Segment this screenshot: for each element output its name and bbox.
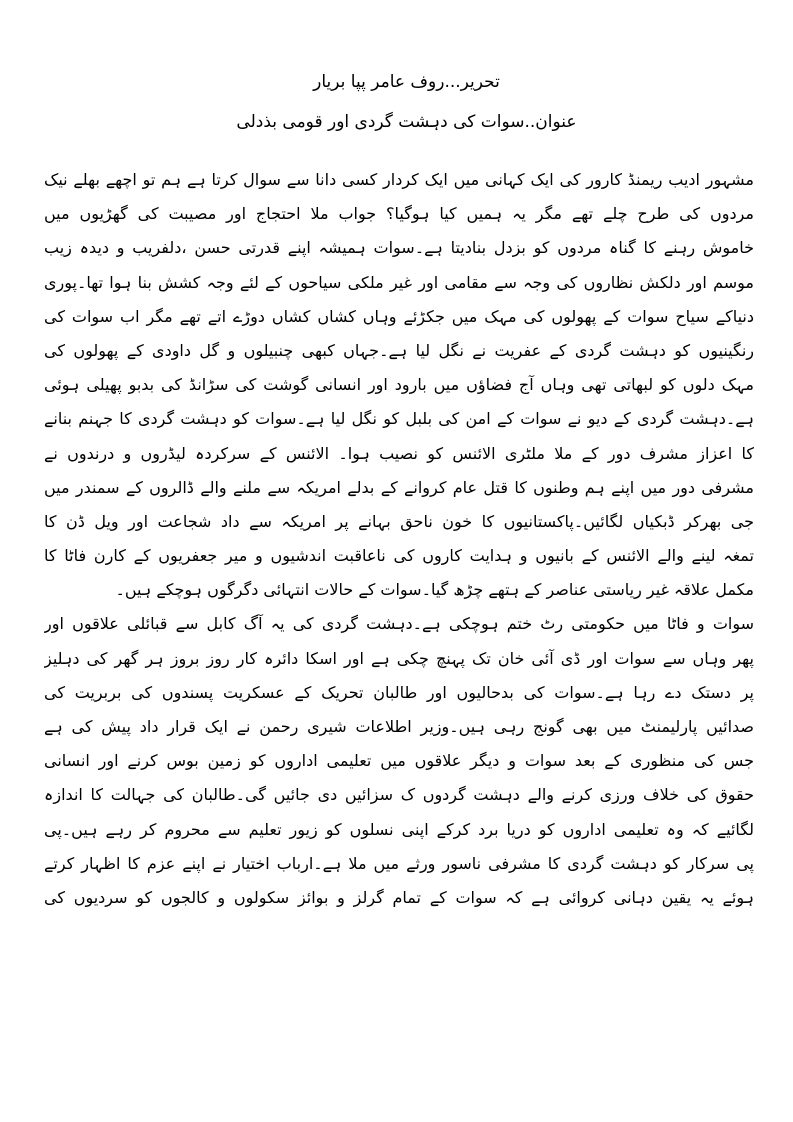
text-line: سوات و فاٹا میں حکومتی رٹ ختم ہوچکی ہے۔دہشت گردی کی یہ آگ کابل سے قبائلی علاقوں اور xyxy=(44,614,754,634)
text-line: جی بھرکر ڈبکیاں لگائیں۔پاکستانیوں کا خون ناحق بہانے پر امریکہ سے داد شجاعت اور ویل ڈن کا xyxy=(44,511,754,531)
text-line: مشرفی دور میں اپنے ہم وطنوں کا قتل عام کروانے کے بدلے امریکہ سے ملنے والے ڈالروں کے سمندر میں xyxy=(44,477,754,497)
text-line: پر دستک دے رہا ہے۔سوات کی بدحالیوں اور طالبان تحریک کے عسکریت پسندوں کی بربریت کی xyxy=(44,682,754,702)
text-line: جس کی منظوری کے بعد سوات و دیگر علاقوں میں تعلیمی اداروں کو زمین بوس کرنے اور انسانی xyxy=(44,751,754,771)
text-line: ہوئے یہ یقین دہانی کروائی ہے کہ سوات کے تمام گرلز و بوائز سکولوں و کالجوں کو سردیوں کی xyxy=(44,887,754,907)
text-line: کا اعزاز مشرف دور کے ملا ملٹری الائنس کو نصیب ہوا۔ الائنس کے سرکردہ لیڈروں و درندوں نے xyxy=(44,443,754,463)
title-line: عنوان..سوات کی دہشت گردی اور قومی بذدلی xyxy=(236,112,577,132)
text-line: مہک دلوں کو لبھاتی تھی وہاں آج فضاؤں میں بارود اور انسانی گوشت کی سڑانڈ کی بدبو پھیلی ہوئی xyxy=(44,375,754,395)
text-line: لگائیے کہ وہ تعلیمی اداروں کو دریا برد کرکے اپنی نسلوں کو زیور تعلیم سے محروم کر رہے ہیں۔پی xyxy=(44,819,754,839)
text-line: صدائیں پارلیمنٹ میں بھی گونج رہی ہیں۔وزیر اطلاعات شیری رحمن نے ایک قرار داد پیش کی ہے xyxy=(44,717,754,736)
text-line: تمغہ لینے والے الائنس کے بانیوں و ہدایت کاروں کی ناعاقبت اندشیوں و میر جعفریوں کے کارن فاٹا کا xyxy=(44,546,754,566)
text-line: دنیاکے سیاح سوات کے پھولوں کی مہک میں جکڑئے وہاں کشاں کشاں دوڑے اتے تھے مگر اب سوات کی xyxy=(44,306,754,326)
text-line: پھر وہاں سے سوات اور ڈی آئی خان تک پہنچ چکی ہے اور اسکا دائرہ کار روز بروز ہر گھر کی دہلیز xyxy=(44,648,754,668)
text-line: مشہور ادیب ریمنڈ کارور کی ایک کہانی میں ایک کردار کسی دانا سے سوال کرتا ہے ہم تو اچھے بھلے نیک xyxy=(44,170,754,189)
text-line: حقوق کی خلاف ورزی کرنے والے دہشت گردوں ک سزائیں دی جائیں گی۔طالبان کی جہالت کا اندازہ xyxy=(44,785,754,805)
document-header xyxy=(0,62,793,142)
text-line: مردوں کی طرح چلے تھے مگر یہ ہمیں کیا ہوگیا؟ جواب ملا احتجاج اور مصیبت کی گھڑیوں میں xyxy=(44,204,754,224)
article-body xyxy=(44,163,754,915)
author-line: تحریر...روف عامر پپا بریار xyxy=(313,72,500,92)
text-line: ہے۔دہشت گردی کے دیو نے سوات کے امن کی بلبل کو نگل لیا ہے۔سوات کو دہشت گردی کا جہنم بنانے xyxy=(44,409,754,429)
text-line: رنگینیوں کو دہشت گردی کے عفریت نے نگل لیا ہے۔جہاں کبھی چنبیلوں و گل داودی کے پھولوں کی xyxy=(44,340,754,360)
text-line: خاموش رہنے کا گناہ مردوں کو بزدل بنادیتا ہے۔سوات ہمیشہ اپنے قدرتی حسن ،دلفریب و دیدہ زیب xyxy=(44,238,754,258)
text-line: مکمل علاقہ غیر ریاستی عناصر کے ہتھے چڑھ گیا۔سوات کے حالات انتہائی دگرگوں ہوچکے ہیں۔ xyxy=(115,580,754,600)
text-line: پی سرکار کو دہشت گردی کا مشرفی ناسور ورثے میں ملا ہے۔ارباب اختیار نے اپنے عزم کا اظہار کرتے xyxy=(44,853,754,873)
text-line: موسم اور دلکش نظاروں کی وجہ سے مقامی اور غیر ملکی سیاحوں کے لئے وجہ کشش بنا ہوا تھا۔پوری xyxy=(44,272,754,292)
